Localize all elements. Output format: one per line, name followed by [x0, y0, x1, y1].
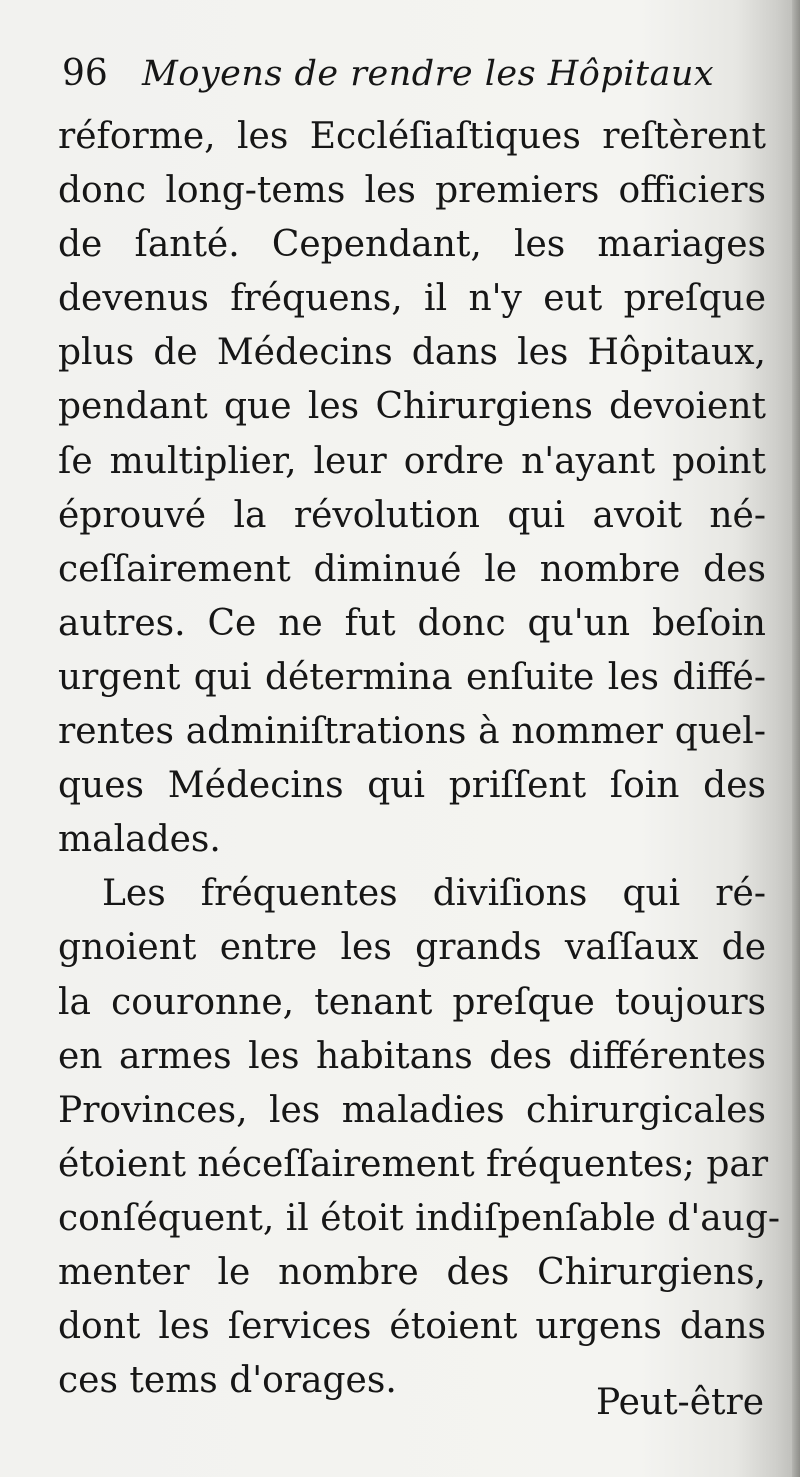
text-line: conſéquent, il étoit indiſpenſable d'aug- — [58, 1197, 781, 1239]
text-line: autres. Ce ne fut donc qu'un beſoin — [58, 602, 766, 644]
catchword: Peut-être — [595, 1382, 764, 1423]
page-edge-shadow — [792, 0, 800, 1477]
text-line: donc long-tems les premiers officiers — [58, 170, 766, 212]
text-line: Provinces, les maladies chirurgicales — [58, 1089, 766, 1131]
text-line: Les fréquentes diviſions qui ré- — [102, 873, 766, 915]
running-title: Moyens de rendre les Hôpitaux — [142, 54, 715, 94]
text-line: éprouvé la révolution qui avoit né- — [58, 494, 766, 536]
text-line: ceſſairement diminué le nombre des — [58, 548, 766, 590]
text-line: de ſanté. Cependant, les mariages — [58, 224, 766, 266]
page-header — [60, 48, 750, 100]
text-line: urgent qui détermina enſuite les diffé- — [58, 656, 766, 698]
paragraph-1 — [58, 110, 766, 867]
text-line: devenus fréquens, il n'y eut preſque — [58, 278, 766, 320]
paragraph-2 — [58, 867, 781, 1408]
text-line: menter le nombre des Chirurgiens, — [58, 1251, 766, 1293]
text-line: gnoient entre les grands vaſſaux de — [58, 927, 766, 969]
text-line: en armes les habitans des différentes — [58, 1035, 766, 1077]
text-line: la couronne, tenant preſque toujours — [58, 981, 766, 1023]
text-line: malades. — [58, 819, 221, 861]
text-line: plus de Médecins dans les Hôpitaux, — [58, 332, 766, 374]
page-number: 96 — [62, 53, 108, 94]
text-line: ſe multiplier, leur ordre n'ayant point — [58, 440, 766, 482]
text-line: pendant que les Chirurgiens devoient — [58, 386, 766, 428]
text-line: ques Médecins qui priſſent ſoin des — [58, 765, 766, 807]
text-line: rentes adminiſtrations à nommer quel- — [58, 711, 766, 753]
text-line: dont les ſervices étoient urgens dans — [58, 1306, 766, 1348]
text-line: réforme, les Eccléſiaſtiques reſtèrent — [58, 116, 766, 157]
body-text — [58, 110, 781, 1408]
text-line: ces tems d'orages. — [58, 1360, 397, 1402]
text-line: étoient néceſſairement fréquentes; par — [58, 1143, 769, 1185]
